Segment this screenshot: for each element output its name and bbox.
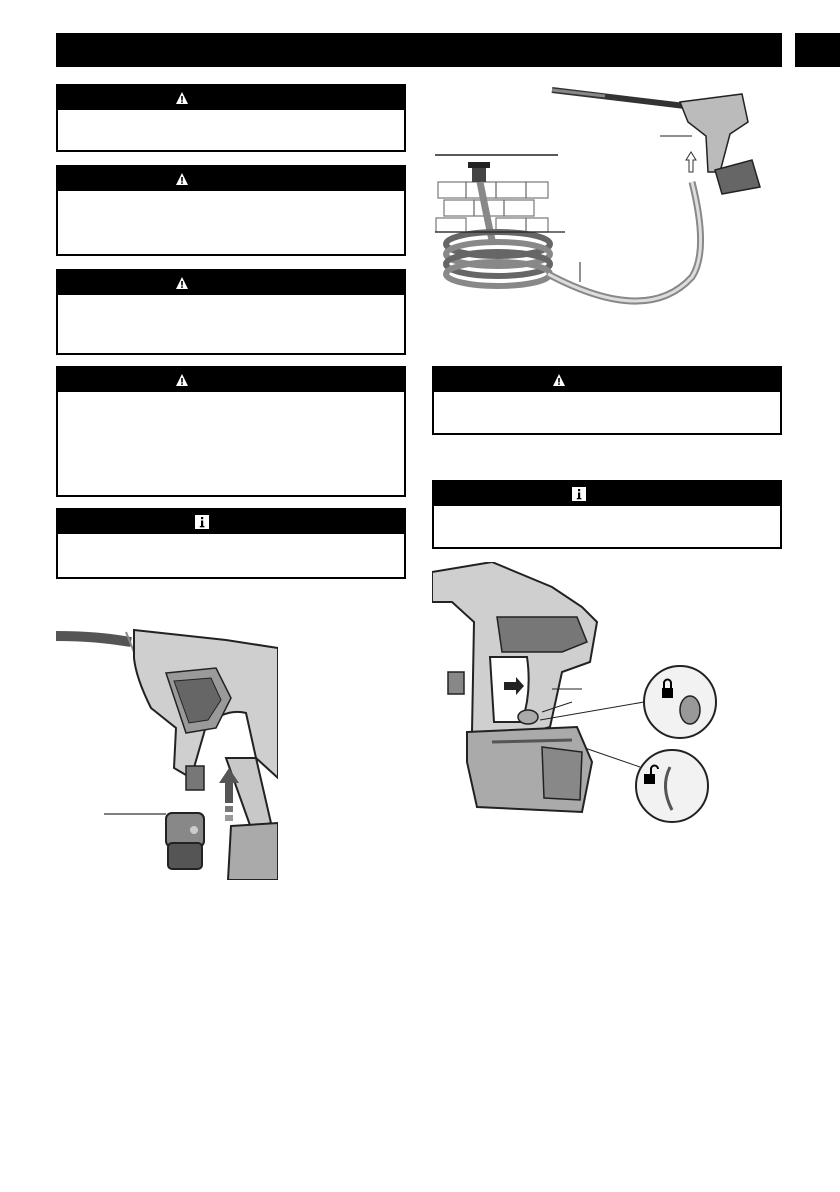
- info-box-1: [56, 508, 406, 579]
- page-tab: [795, 33, 840, 67]
- info-icon: [195, 515, 209, 529]
- warning-bar: [58, 167, 404, 191]
- info-bar: [434, 482, 780, 506]
- info-box-2: [432, 480, 782, 549]
- warning-box-4: [56, 366, 406, 497]
- info-bar: [58, 510, 404, 534]
- warning-box-2: [56, 165, 406, 256]
- warning-box-5: [432, 366, 782, 435]
- warning-box-1: [56, 84, 406, 152]
- warning-triangle-icon: [552, 373, 566, 387]
- warning-triangle-icon: [175, 91, 189, 105]
- warning-triangle-icon: [175, 373, 189, 387]
- trigger-lock-illustration: [432, 562, 738, 828]
- warning-triangle-icon: [175, 276, 189, 290]
- hose-adapter-illustration: [56, 618, 278, 880]
- warning-bar: [58, 368, 404, 392]
- warning-bar: [58, 86, 404, 110]
- warning-box-3: [56, 269, 406, 355]
- section-header-bar: [56, 33, 782, 67]
- info-icon: [572, 487, 586, 501]
- warning-triangle-icon: [175, 172, 189, 186]
- warning-bar: [434, 368, 780, 392]
- warning-bar: [58, 271, 404, 295]
- garden-hose-connection-illustration: [430, 82, 780, 318]
